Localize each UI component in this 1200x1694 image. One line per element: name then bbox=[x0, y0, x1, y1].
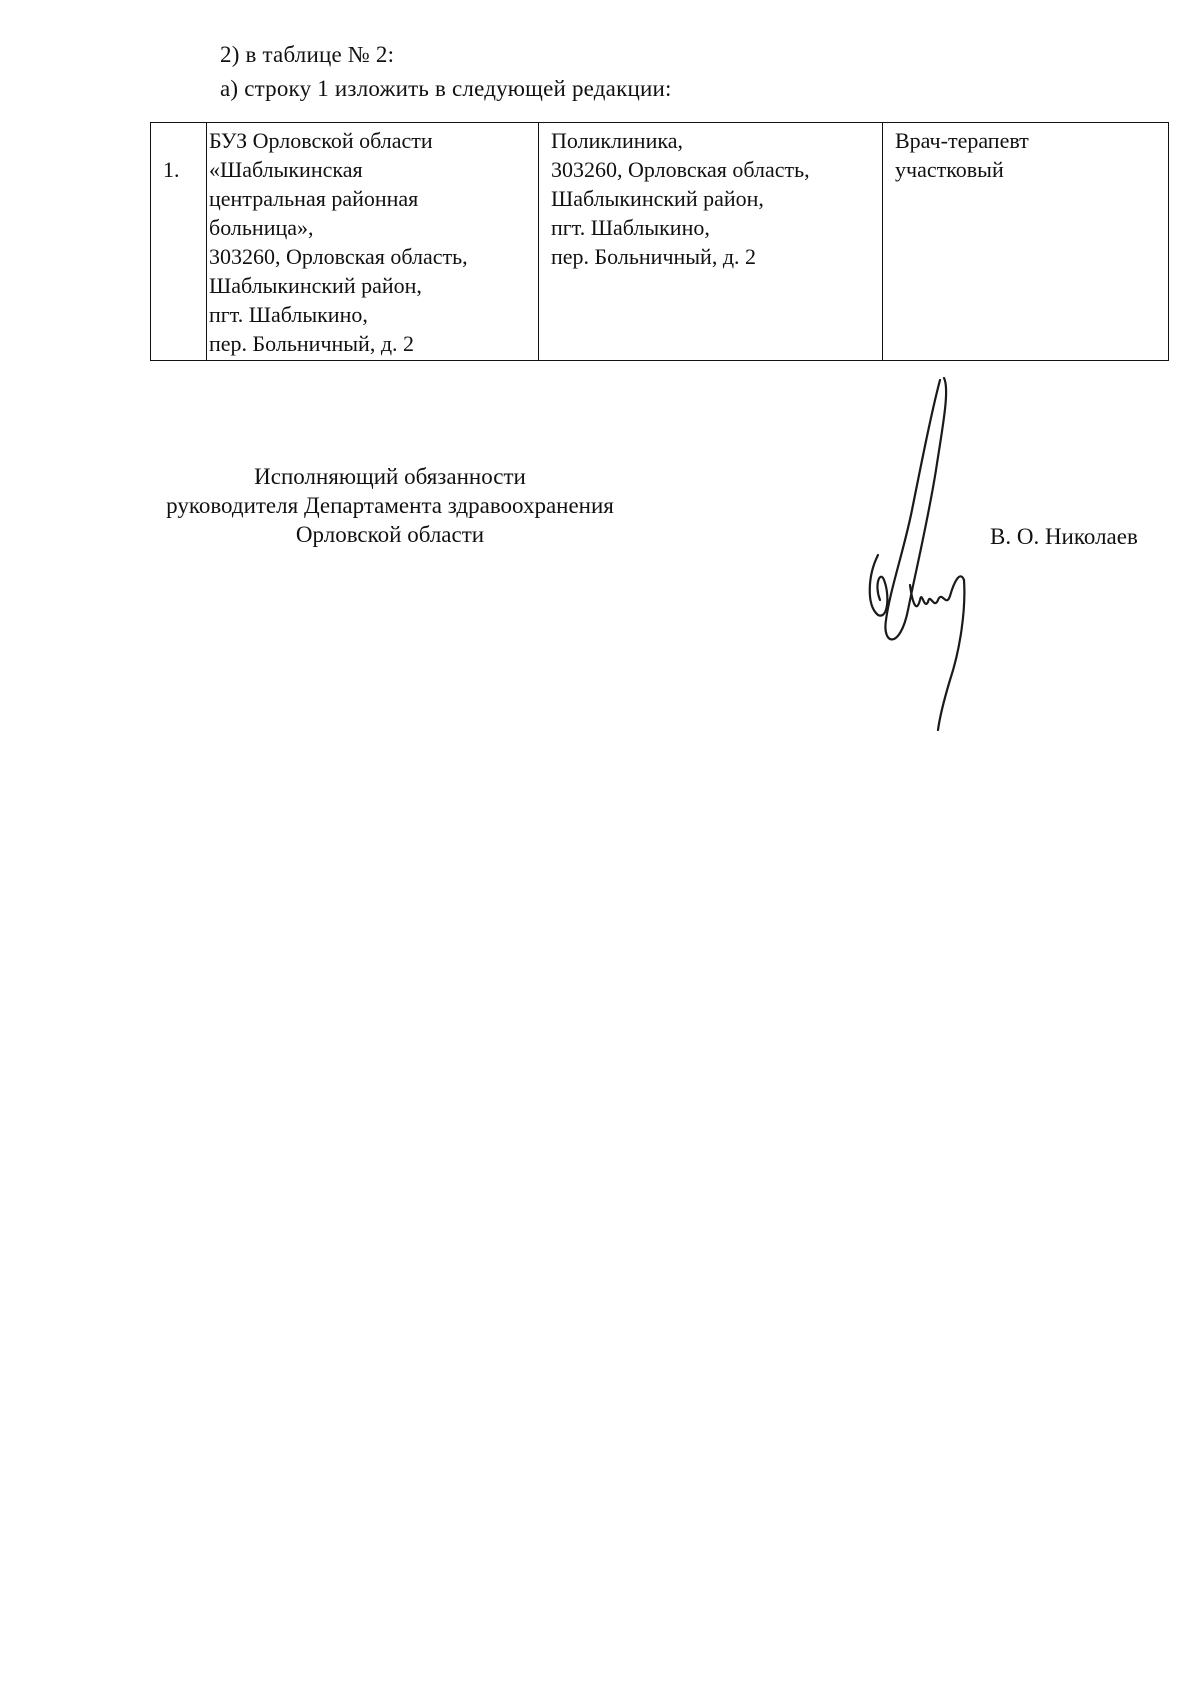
position-line: Врач-терапевт bbox=[895, 128, 1029, 153]
organization-line: 303260, Орловская область, bbox=[209, 244, 468, 269]
site-line: пгт. Шаблыкино, bbox=[551, 215, 710, 240]
site-line: 303260, Орловская область, bbox=[551, 157, 810, 182]
organization-line: больница», bbox=[209, 215, 314, 240]
row-number: 1. bbox=[163, 157, 180, 182]
signature-stroke-letters bbox=[910, 576, 964, 606]
organization-line: «Шаблыкинская bbox=[209, 157, 363, 182]
row-number-cell bbox=[151, 123, 207, 361]
intro-line-2: а) строку 1 изложить в следующей редакции: bbox=[220, 76, 672, 101]
organization-line: пер. Больничный, д. 2 bbox=[209, 331, 415, 356]
signatory-title-line-2: руководителя Департамента здравоохранения bbox=[166, 493, 614, 518]
table-row bbox=[151, 123, 1169, 361]
intro-line-1: 2) в таблице № 2: bbox=[220, 42, 395, 67]
position-line: участковый bbox=[895, 157, 1004, 182]
position-cell bbox=[883, 123, 1169, 361]
organization-line: центральная районная bbox=[209, 186, 419, 211]
site-line: Шаблыкинский район, bbox=[551, 186, 764, 211]
site-line: Поликлиника, bbox=[551, 128, 683, 153]
amendment-table bbox=[150, 122, 1169, 361]
signatory-title-line-1: Исполняющий обязанности bbox=[254, 464, 526, 489]
signature-stroke-tail bbox=[938, 580, 964, 730]
intro-text bbox=[220, 38, 672, 106]
signatory-name: В. О. Николаев bbox=[990, 524, 1138, 549]
site-cell bbox=[539, 123, 883, 361]
organization-line: Шаблыкинский район, bbox=[209, 273, 422, 298]
signatory-title-line-3: Орловской области bbox=[295, 522, 485, 547]
handwritten-signature bbox=[860, 370, 1010, 740]
organization-cell bbox=[207, 123, 539, 361]
signatory-title bbox=[110, 462, 670, 549]
organization-line: БУЗ Орловской области bbox=[209, 128, 433, 153]
signature-stroke-initial bbox=[870, 555, 888, 616]
site-line: пер. Больничный, д. 2 bbox=[551, 244, 757, 269]
organization-line: пгт. Шаблыкино, bbox=[209, 302, 368, 327]
